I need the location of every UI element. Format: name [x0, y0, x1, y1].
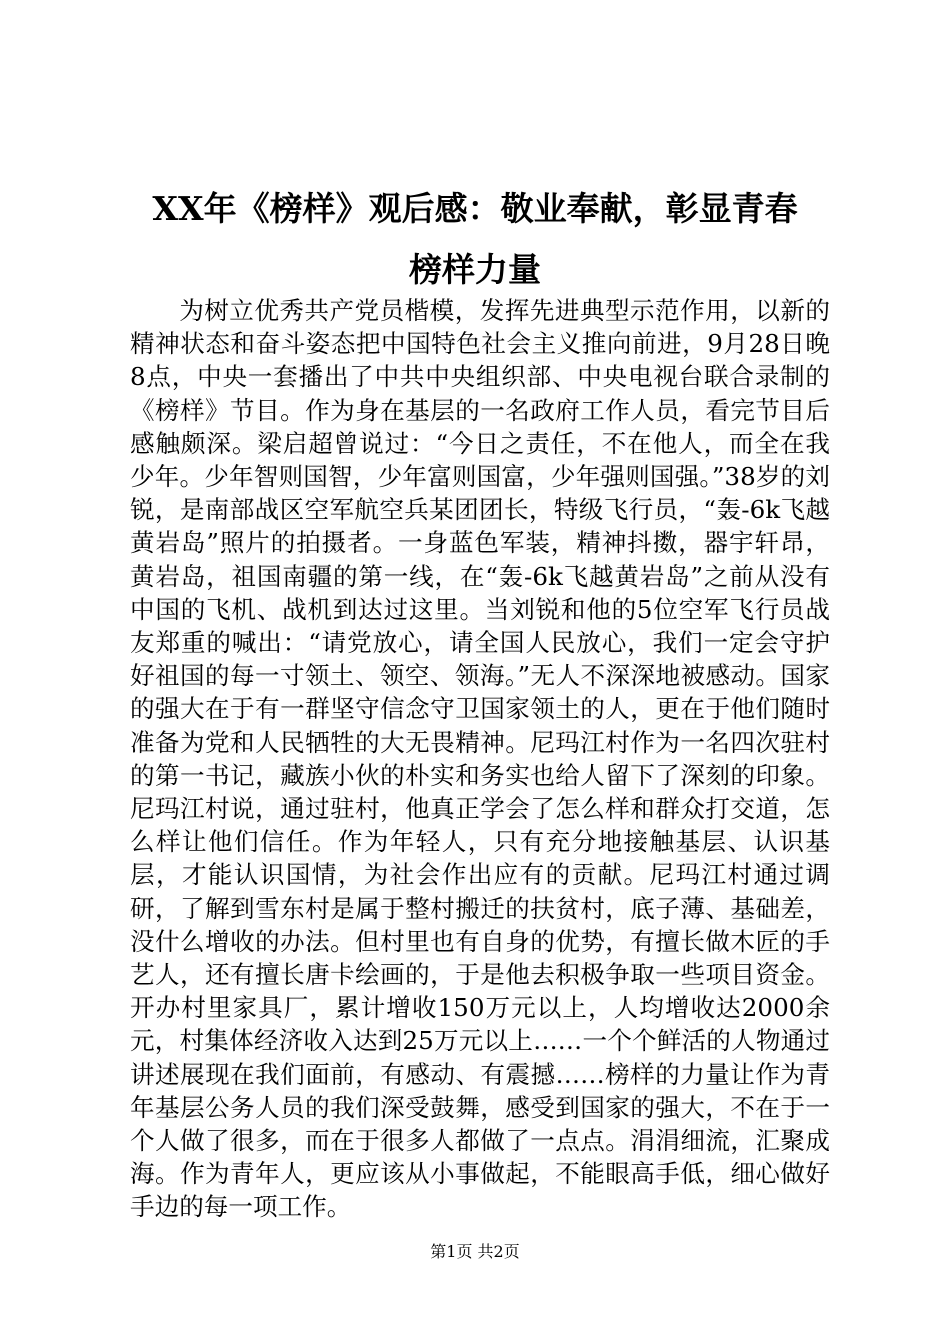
title-line-1: XX年《榜样》观后感：敬业奉献，彰显青春 [152, 189, 798, 228]
title-line-2: 榜样力量 [409, 250, 541, 289]
page-indicator: 第1页 共2页 [430, 1242, 520, 1261]
document-title [120, 178, 830, 300]
body-paragraph: 为树立优秀共产党员楷模，发挥先进典型示范作用，以新的精神状态和奋斗姿态把中国特色社会主义推向前进，9月28日晚8点，中央一套播出了中共中央组织部、中央电视台联合录制的《榜样》节目。作为身在基层的一名政府工作人员，看完节目后感触颇深。梁启超曾说过：“今日之责任，不在他人，而全在我少年。少年智则国智，少年富则国富，少年强则国强。”38岁的刘锐，是南部战区空军航空兵某团团长，特级飞行员，“轰-6k飞越黄岩岛”照片的拍摄者。一身蓝色军装，精神抖擞，器宇轩昂，黄岩岛，祖国南疆的第一线，在“轰-6k飞越黄岩岛”之前从没有中国的飞机、战机到达过这里。当刘锐和他的5位空军飞行员战友郑重的喊出：“请党放心，请全国人民放心，我们一定会守护好祖国的每一寸领土、领空、领海。”无人不深深地被感动。国家的强大在于有一群坚守信念守卫国家领土的人，更在于他们随时准备为党和人民牺牲的大无畏精神。尼玛江村作为一名四次驻村的第一书记，藏族小伙的朴实和务实也给人留下了深刻的印象。尼玛江村说，通过驻村，他真正学会了怎么样和群众打交道，怎么样让他们信任。作为年轻人，只有充分地接触基层、认识基层，才能认识国情，为社会作出应有的贡献。尼玛江村通过调研，了解到雪东村是属于整村搬迁的扶贫村，底子薄、基础差，没什么增收的办法。但村里也有自身的优势，有擅长做木匠的手艺人，还有擅长唐卡绘画的，于是他去积极争取一些项目资金。开办村里家具厂，累计增收150万元以上，人均增收达2000余元，村集体经济收入达到25万元以上……一个个鲜活的人物通过讲述展现在我们面前，有感动、有震撼……榜样的力量让作为青年基层公务人员的我们深受鼓舞，感受到国家的强大，不在于一个人做了很多，而在于很多人都做了一点点。涓涓细流，汇聚成海。作为青年人，更应该从小事做起，不能眼高手低，细心做好手边的每一项工作。 [130, 296, 830, 1222]
